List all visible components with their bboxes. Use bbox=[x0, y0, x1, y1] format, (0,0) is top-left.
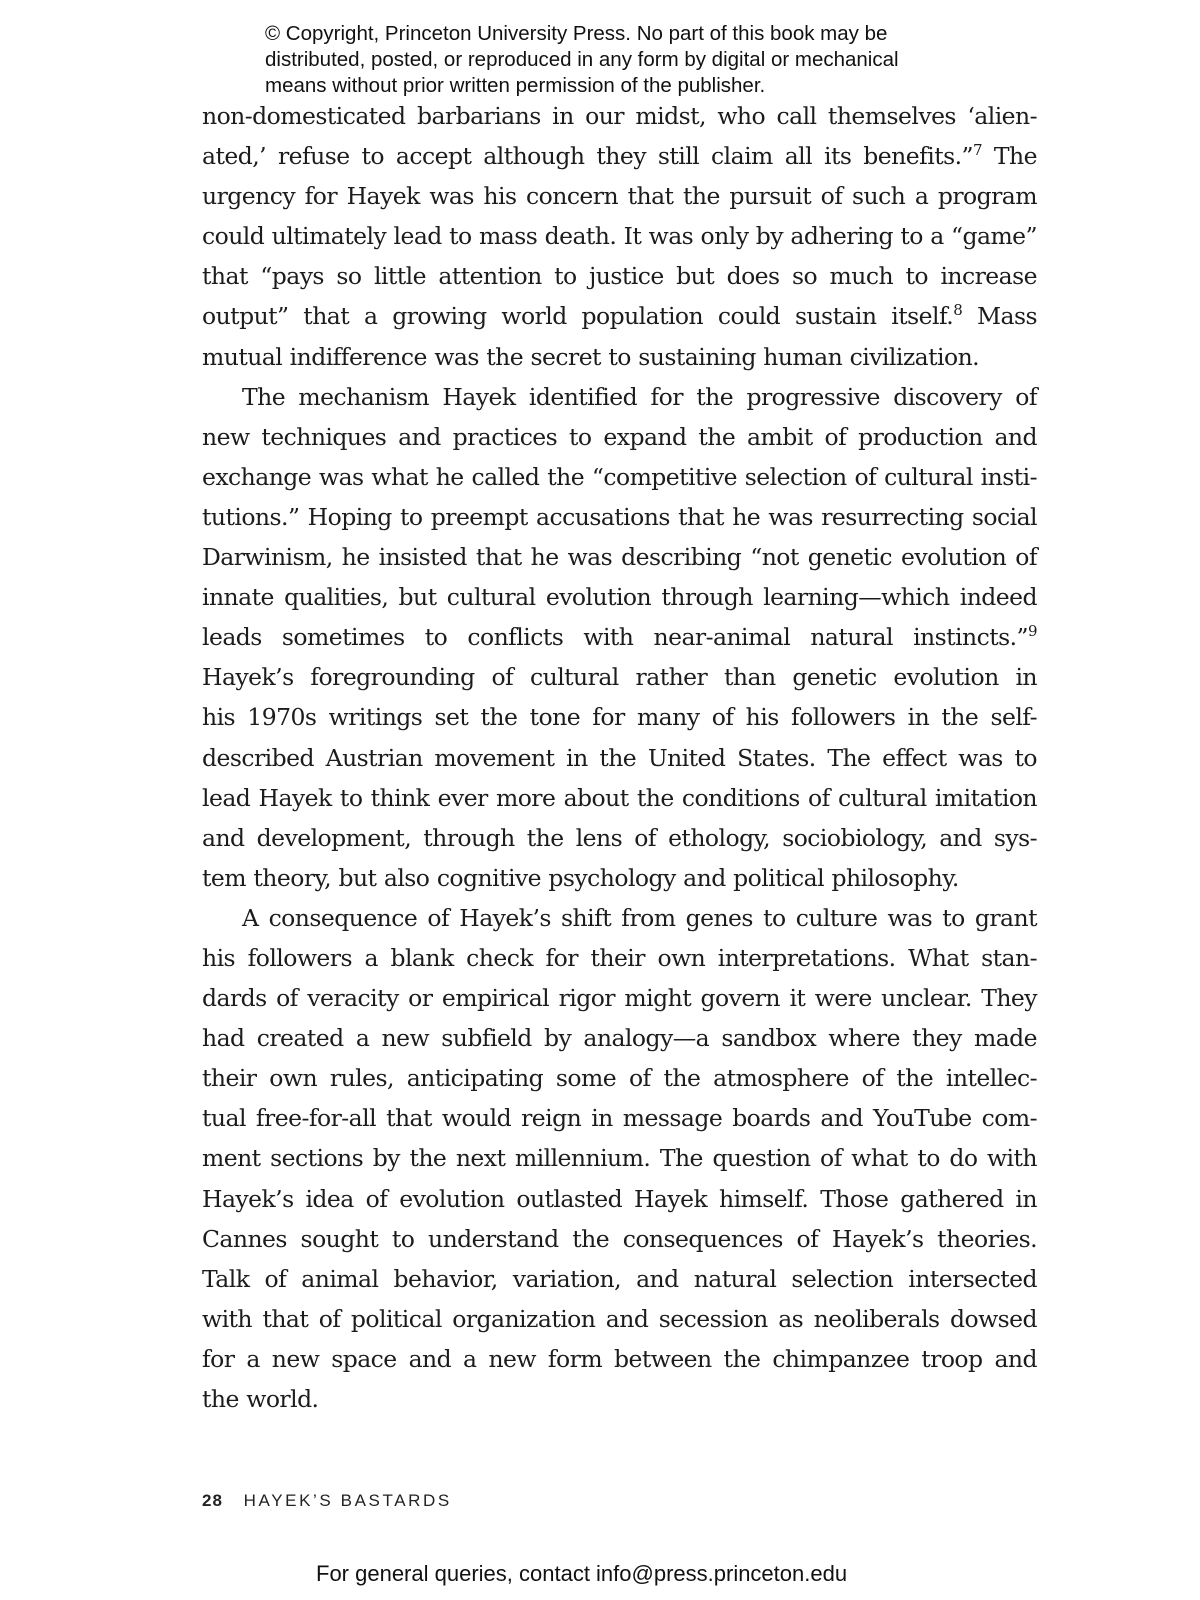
text-line: ated,’ refuse to accept although they still claim all its benefits.”$^7$ The bbox=[202, 141, 1037, 171]
text-line: the world. bbox=[202, 1385, 319, 1413]
copyright-line: distributed, posted, or reproduced in any form by digital or mechanical bbox=[265, 48, 899, 71]
copyright-line: means without prior written permission of the publisher. bbox=[265, 74, 766, 97]
text-line: tutions.” Hoping to preempt accusations that he was resurrecting social bbox=[202, 502, 1037, 531]
text-line: A consequence of Hayek’s shift from genes to culture was to grant bbox=[242, 903, 1037, 932]
copyright-notice bbox=[265, 21, 985, 99]
text-line: Hayek’s foregrounding of cultural rather than genetic evolution in bbox=[202, 663, 1037, 692]
text-line: their own rules, anticipating some of the atmosphere of the intellec- bbox=[202, 1064, 1037, 1093]
text-line: new techniques and practices to expand the ambit of production and bbox=[202, 422, 1037, 451]
text-line: output” that a growing world population could sustain itself.$^8$ Mass bbox=[202, 301, 1037, 331]
footnote-ref: 9 bbox=[1028, 622, 1037, 641]
page-number: 28 bbox=[202, 1491, 223, 1510]
text-line: dards of veracity or empirical rigor might govern it were unclear. They bbox=[202, 984, 1037, 1013]
text-line: had created a new subfield by analogy—a sandbox where they made bbox=[202, 1024, 1037, 1053]
text-line: leads sometimes to conflicts with near-animal natural instincts.”$^9$ bbox=[202, 622, 1037, 652]
text-line: and development, through the lens of ethology, sociobiology, and sys- bbox=[202, 823, 1037, 852]
text-line: Hayek’s idea of evolution outlasted Hayek himself. Those gathered in bbox=[202, 1184, 1037, 1213]
text-line: with that of political organization and secession as neoliberals dowsed bbox=[202, 1304, 1037, 1333]
text-line: non-domesticated barbarians in our midst, who call themselves ‘alien- bbox=[202, 102, 1037, 130]
text-line: for a new space and a new form between the chimpanzee troop and bbox=[202, 1344, 1037, 1373]
text-line: The mechanism Hayek identified for the progressive discovery of bbox=[242, 382, 1037, 411]
text-line: his 1970s writings set the tone for many of his followers in the self- bbox=[202, 703, 1037, 732]
text-line: mutual indifference was the secret to sustaining human civilization. bbox=[202, 342, 980, 371]
contact-line: For general queries, contact info@press.princeton.edu bbox=[316, 1561, 848, 1586]
text-line: ment sections by the next millennium. The question of what to do with bbox=[202, 1144, 1037, 1173]
text-line: could ultimately lead to mass death. It was only by adhering to a “game” bbox=[202, 222, 1037, 251]
footnote-ref: 8 bbox=[953, 301, 963, 320]
running-footer bbox=[202, 1491, 452, 1511]
body-text bbox=[202, 96, 1037, 1419]
text-line: Cannes sought to understand the consequences of Hayek’s theories. bbox=[202, 1224, 1037, 1253]
text-line: that “pays so little attention to justice but does so much to increase bbox=[202, 262, 1037, 291]
copyright-line: © Copyright, Princeton University Press. No part of this book may be bbox=[265, 22, 888, 45]
text-line: Talk of animal behavior, variation, and natural selection intersected bbox=[202, 1264, 1037, 1293]
running-title: HAYEK’S BASTARDS bbox=[243, 1491, 452, 1510]
text-line: described Austrian movement in the United States. The effect was to bbox=[202, 743, 1037, 772]
text-line: his followers a blank check for their own interpretations. What stan- bbox=[202, 943, 1037, 972]
text-line: tem theory, but also cognitive psychology and political philosophy. bbox=[202, 863, 959, 892]
text-line: innate qualities, but cultural evolution through learning—which indeed bbox=[202, 583, 1037, 612]
text-line: exchange was what he called the “competitive selection of cultural insti- bbox=[202, 462, 1037, 491]
text-line: lead Hayek to think ever more about the conditions of cultural imitation bbox=[202, 783, 1037, 812]
text-line: Darwinism, he insisted that he was describing “not genetic evolution of bbox=[202, 543, 1037, 572]
text-line: tual free-for-all that would reign in message boards and YouTube com- bbox=[202, 1104, 1037, 1133]
footnote-ref: 7 bbox=[973, 141, 982, 160]
text-line: urgency for Hayek was his concern that the pursuit of such a program bbox=[202, 182, 1037, 211]
